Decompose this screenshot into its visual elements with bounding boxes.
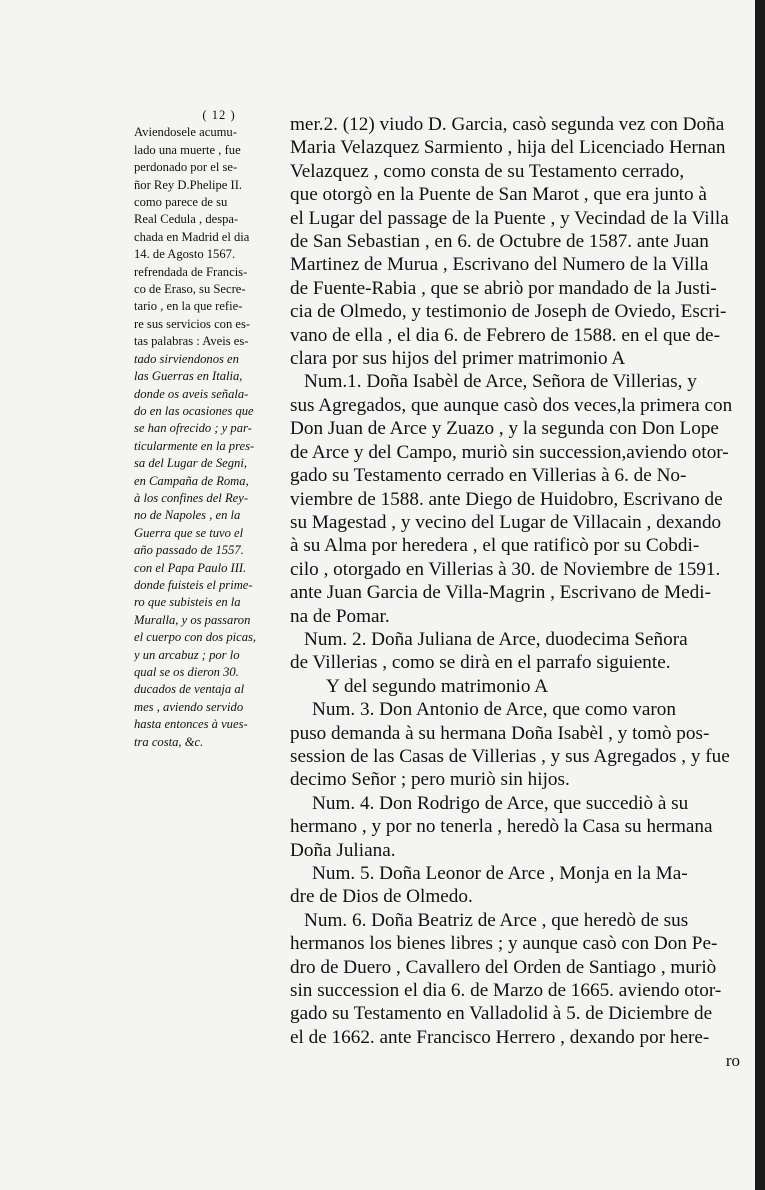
margin-line: refrendada de Francis- [134, 264, 248, 279]
text-line: Don Juan de Arce y Zuazo , y la segunda con Don Lope [290, 418, 719, 440]
text-line: de Arce y del Campo, muriò sin succession,aviendo otor- [290, 441, 729, 463]
text-line: à su Alma por heredera , el que ratificò por su Cobdi- [290, 535, 700, 557]
margin-line: Real Cedula , despa- [134, 212, 239, 227]
margin-line: Aviendosele acumu- [134, 125, 237, 140]
text-line: dre de Dios de Olmedo. [290, 886, 473, 908]
margin-line: como parece de su [134, 195, 228, 210]
text-line: viembre de 1588. ante Diego de Huidobro, Escrivano de [290, 488, 723, 510]
page-number: ( 12 ) [202, 108, 236, 122]
margin-line: año passado de 1557. [134, 543, 244, 558]
text-line: gado su Testamento cerrado en Villerias à 6. de No- [290, 465, 687, 487]
margin-note [134, 107, 274, 751]
margin-line: tario , en la que refie- [134, 299, 243, 314]
margin-line: ticularmente en la pres- [134, 438, 255, 453]
text-line: cia de Olmedo, y testimonio de Joseph de Oviedo, Escri- [290, 301, 727, 323]
text-line: Maria Velazquez Sarmiento , hija del Licenciado Hernan [290, 137, 726, 159]
text-line: sin succession el dia 6. de Marzo de 1665. aviendo otor- [290, 980, 722, 1002]
margin-line: tas palabras : Aveis es- [134, 334, 249, 349]
catchword: ro [725, 1051, 740, 1071]
text-line: session de las Casas de Villerias , y sus Agregados , y fue [290, 745, 730, 767]
text-line: Velazquez , como consta de su Testamento cerrado, [290, 160, 685, 182]
text-line: mer.2. (12) viudo D. Garcia, casò segunda vez con Doña [290, 114, 725, 135]
margin-line: do en las ocasiones que [134, 403, 254, 418]
margin-line: en Campaña de Roma, [134, 473, 249, 488]
margin-line: hasta entonces à vues- [134, 717, 248, 732]
text-line: decimo Señor ; pero muriò sin hijos. [290, 769, 570, 791]
margin-line: perdonado por el se- [134, 160, 238, 175]
text-line: clara por sus hijos del primer matrimonio A [290, 348, 626, 370]
margin-line: re sus servicios con es- [134, 316, 251, 331]
margin-line: y un arcabuz ; por lo [134, 647, 240, 662]
text-line: gado su Testamento en Valladolid à 5. de Diciembre de [290, 1003, 713, 1025]
margin-line: sa del Lugar de Segni, [134, 456, 247, 471]
margin-line: Guerra que se tuvo el [134, 525, 244, 540]
text-line: de San Sebastian , en 6. de Octubre de 1587. ante Juan [290, 231, 709, 253]
text-line: el de 1662. ante Francisco Herrero , dexando por here- [290, 1026, 710, 1048]
text-line: sus Agregados, que aunque casò dos veces,la primera con [290, 394, 733, 416]
margin-line: 14. de Agosto 1567. [134, 247, 236, 262]
text-line: Num. 3. Don Antonio de Arce, que como varon [312, 699, 676, 721]
text-line: Num. 6. Doña Beatriz de Arce , que heredò de sus [304, 909, 689, 931]
margin-line: ro que subisteis en la [134, 595, 241, 610]
body-text [290, 113, 750, 1073]
text-line: Martinez de Murua , Escrivano del Numero de la Villa [290, 254, 709, 276]
margin-line: lado una muerte , fue [134, 142, 241, 157]
text-line: de Villerias , como se dirà en el parrafo siguiente. [290, 652, 671, 674]
margin-line: con el Papa Paulo III. [134, 560, 247, 575]
margin-line: co de Eraso, su Secre- [134, 282, 246, 297]
text-line: de Fuente-Rabia , que se abriò por mandado de la Justi- [290, 277, 717, 299]
text-line: Num. 2. Doña Juliana de Arce, duodecima Señora [304, 628, 688, 650]
text-line: ante Juan Garcia de Villa-Magrin , Escrivano de Medi- [290, 582, 711, 604]
margin-line: las Guerras en Italia, [134, 369, 243, 384]
text-line: su Magestad , y vecino del Lugar de Villacain , dexando [290, 511, 722, 533]
margin-line: tra costa, &c. [134, 734, 204, 749]
text-line: Num. 4. Don Rodrigo de Arce, que succediò à su [312, 792, 689, 814]
margin-line: qual se os dieron 30. [134, 665, 239, 679]
margin-line: tado sirviendonos en [134, 351, 239, 366]
text-line: Num.1. Doña Isabèl de Arce, Señora de Villerias, y [304, 371, 697, 393]
text-line: vano de ella , el dia 6. de Febrero de 1588. en el que de- [290, 324, 720, 346]
margin-line: ducados de ventaja al [134, 682, 245, 697]
page-edge-shadow [755, 0, 765, 1190]
margin-line: donde os aveis señala- [134, 386, 249, 401]
margin-line: Muralla, y os passaron [134, 612, 251, 627]
text-line: Num. 5. Doña Leonor de Arce , Monja en la Ma- [312, 863, 688, 884]
margin-line: no de Napoles , en la [134, 508, 241, 523]
text-line: hermano , y por no tenerla , heredò la Casa su hermana [290, 816, 713, 838]
margin-line: à los confines del Rey- [134, 490, 249, 505]
text-line: el Lugar del passage de la Puente , y Vecindad de la Villa [290, 207, 729, 229]
margin-line: donde fuisteis el prime- [134, 577, 253, 592]
margin-line: el cuerpo con dos picas, [134, 630, 257, 645]
margin-line: chada en Madrid el dia [134, 229, 250, 244]
text-line: que otorgò en la Puente de San Marot , que era junto à [290, 184, 707, 206]
text-line: Y del segundo matrimonio A [326, 675, 549, 697]
text-line: hermanos los bienes libres ; y aunque casò con Don Pe- [290, 933, 718, 955]
margin-line: ñor Rey D.Phelipe II. [134, 177, 243, 192]
text-line: dro de Duero , Cavallero del Orden de Santiago , muriò [290, 956, 717, 978]
margin-line: se han ofrecido ; y par- [134, 421, 252, 436]
text-line: puso demanda à su hermana Doña Isabèl , y tomò pos- [290, 722, 710, 744]
margin-line: mes , aviendo servido [134, 699, 244, 714]
text-line: Doña Juliana. [290, 839, 396, 861]
text-line: na de Pomar. [290, 605, 390, 627]
text-line: cilo , otorgado en Villerias à 30. de Noviembre de 1591. [290, 558, 721, 580]
